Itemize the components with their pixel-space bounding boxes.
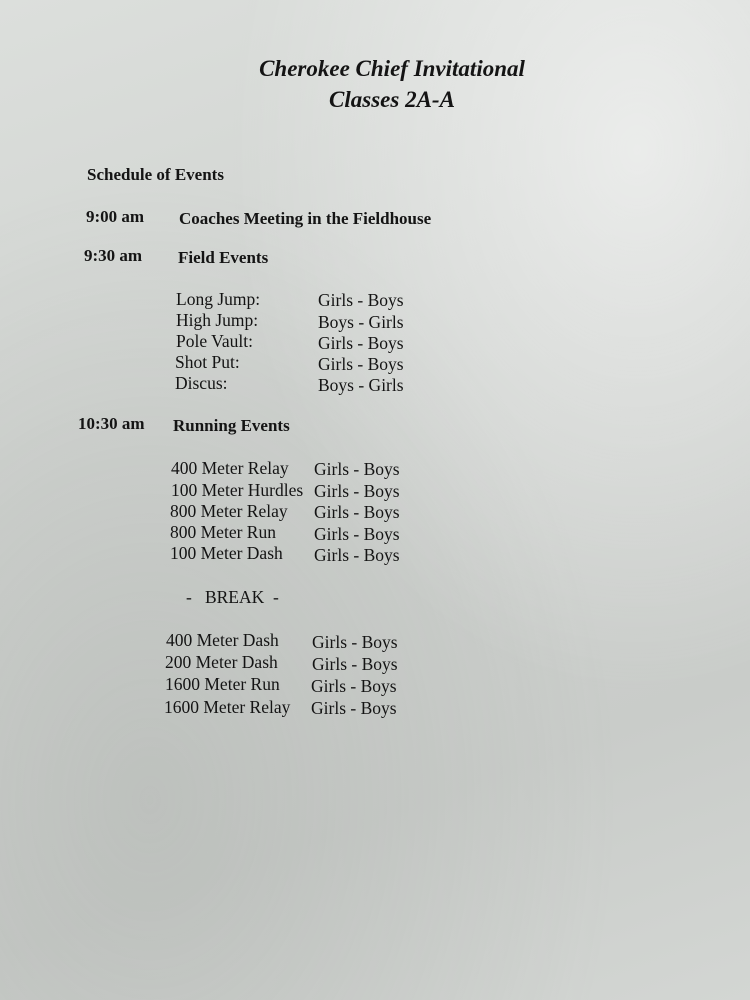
event-order: Boys - Girls [318, 375, 404, 395]
time-0900: 9:00 am [86, 207, 145, 226]
event-name: 1600 Meter Run [165, 674, 280, 694]
event-name: 800 Meter Run [170, 522, 276, 542]
event-order: Girls - Boys [312, 654, 398, 674]
event-order: Girls - Boys [314, 481, 400, 501]
time-1030: 10:30 am [78, 414, 145, 433]
event-name: 400 Meter Dash [166, 630, 279, 650]
coaches-meeting-label: Coaches Meeting in the Fieldhouse [179, 209, 432, 228]
event-name: 100 Meter Dash [170, 543, 283, 563]
event-order: Girls - Boys [318, 333, 404, 353]
running-events-heading: Running Events [173, 416, 290, 435]
event-name: High Jump: [176, 310, 259, 330]
event-order: Boys - Girls [318, 312, 404, 332]
event-order: Girls - Boys [314, 545, 400, 565]
field-events-heading: Field Events [178, 248, 269, 267]
event-order: Girls - Boys [318, 354, 404, 374]
event-name: 1600 Meter Relay [164, 697, 291, 717]
event-name: Pole Vault: [176, 331, 253, 351]
event-order: Girls - Boys [318, 290, 404, 310]
event-order: Girls - Boys [312, 632, 398, 652]
time-0930: 9:30 am [84, 246, 143, 265]
event-name: 400 Meter Relay [171, 458, 289, 478]
event-name: 100 Meter Hurdles [171, 480, 304, 500]
document-title: Cherokee Chief Invitational [259, 56, 525, 81]
event-name: Long Jump: [176, 289, 261, 309]
event-name: Shot Put: [175, 352, 240, 372]
schedule-heading: Schedule of Events [87, 165, 224, 184]
document-subtitle: Classes 2A-A [329, 87, 455, 112]
event-order: Girls - Boys [314, 459, 400, 479]
event-name: 200 Meter Dash [165, 652, 278, 672]
break-label: - BREAK - [186, 587, 279, 607]
event-name: Discus: [175, 373, 228, 393]
event-order: Girls - Boys [314, 524, 400, 544]
event-order: Girls - Boys [311, 676, 397, 696]
event-name: 800 Meter Relay [170, 501, 288, 521]
event-order: Girls - Boys [311, 698, 397, 718]
event-order: Girls - Boys [314, 502, 400, 522]
